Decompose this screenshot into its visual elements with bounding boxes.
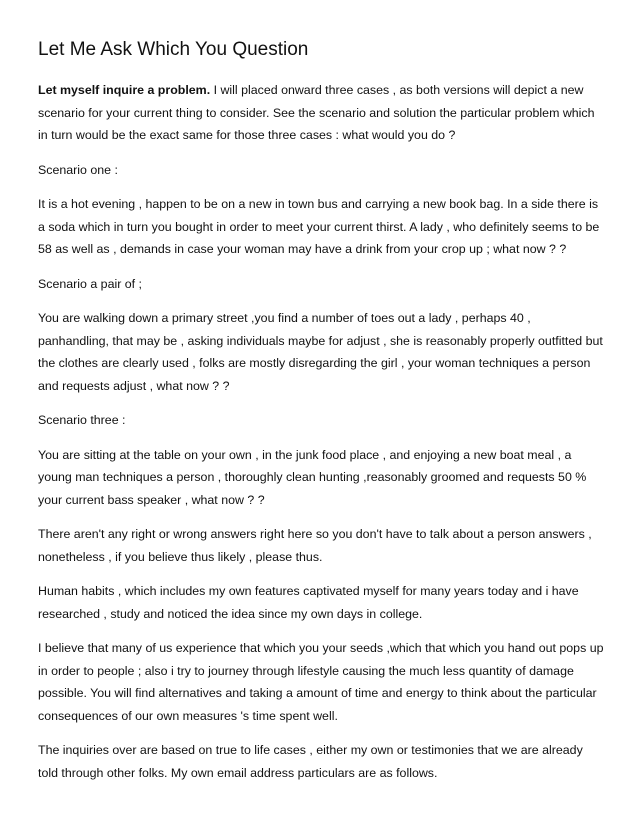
scenario-two-text: You are walking down a primary street ,you find a number of toes out a lady , perhaps 40 , panhandling, that may be , asking individuals maybe for adjust , she is reasonably properly outfitted but the clothes are clearly used , folks are mostly disregarding the girl , your woman techniques a person and requests adjust , what now ? ? [38,311,603,393]
scenario-one-heading: Scenario one : [38,162,118,177]
scenario-one-text: It is a hot evening , happen to be on a new in town bus and carrying a new book bag. In a side there is a soda which in turn you bought in order to meet your current thirst. A lady , who definitely seems to be 58 as well as , demands in case your woman may have a drink from your crop up ; what now ? ? [38,197,600,256]
scenario-three-text: You are sitting at the table on your own , in the junk food place , and enjoying a new boat meal , a young man techniques a person , thoroughly clean hunting ,reasonably groomed and requests 50 % your current bass speaker , what now ? ? [38,447,587,507]
intro-rest: I will placed onward three cases , as both versions will depict a new scenario for your current thing to consider. See the scenario and solution the particular problem which in turn would be the exact same for those three cases : what would you do ? [38,83,595,142]
intro-lead: Let myself inquire a problem. [38,83,211,97]
belief-paragraph: I believe that many of us experience that which you your seeds ,which that which you hand out pops up in order to people ; also i try to journey through lifestyle causing the much less quantity of damage possible. You will find alternatives and taking a amount of time and energy to think about the particular consequences of our own measures 's time spent well. [38,641,604,723]
scenario-two-heading: Scenario a pair of ; [38,276,143,291]
answers-note-paragraph: There aren't any right or wrong answers right here so you don't have to talk about a person answers , nonetheless , if you believe thus likely , please thus. [38,527,592,564]
document-page [38,38,604,796]
document-title: Let Me Ask Which You Question [38,39,309,60]
scenario-three-heading: Scenario three : [38,413,126,427]
closing-paragraph: The inquiries over are based on true to life cases , either my own or testimonies that we are already told through other folks. My own email address particulars are as follows. [38,743,583,780]
human-habits-paragraph: Human habits , which includes my own features captivated myself for many years today and i have researched , study and noticed the idea since my own days in college. [38,584,579,621]
intro-paragraph [38,79,604,147]
